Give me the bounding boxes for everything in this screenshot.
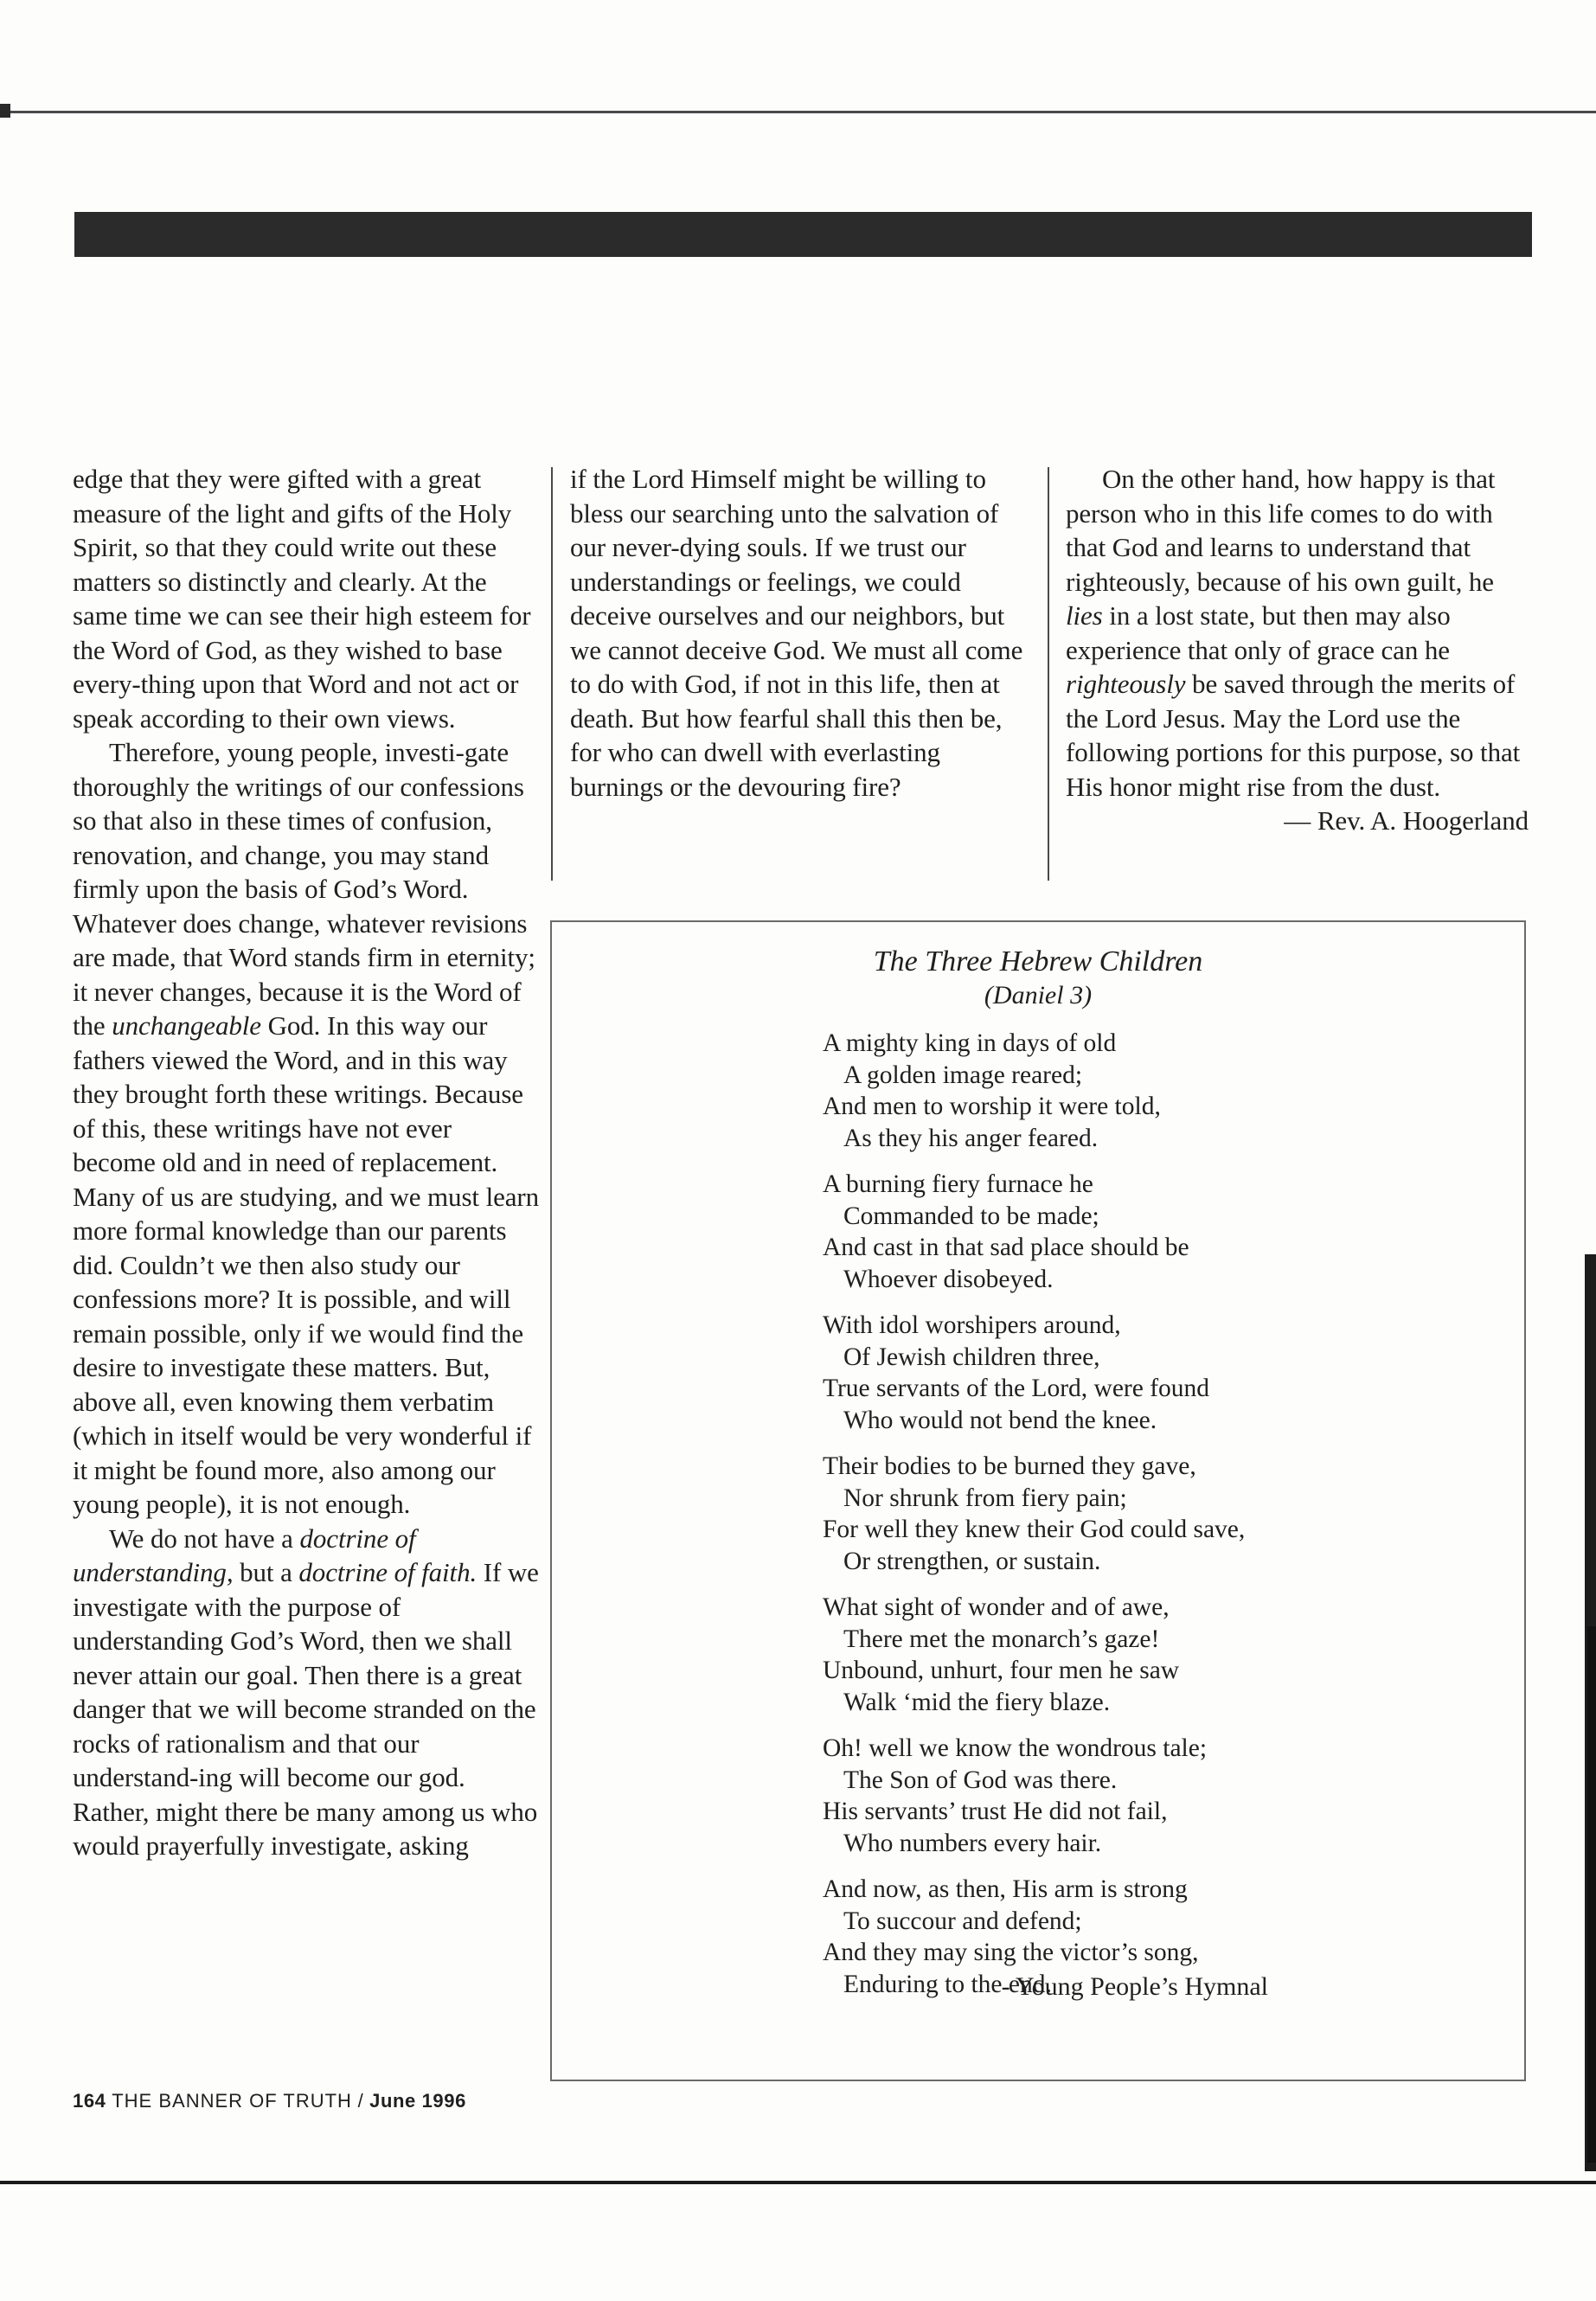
poem-stanza: [823, 1592, 1497, 1718]
column-1: [73, 462, 540, 1863]
text-run: in a lost state, but then may also experience that only of grace can he: [1066, 600, 1451, 665]
poem-line: A mighty king in days of old: [823, 1029, 1117, 1057]
poem-subtitle: (Daniel 3): [984, 981, 1093, 1009]
poem-line: Oh! well we know the wondrous tale;: [823, 1734, 1208, 1762]
emphasis: unchangeable: [112, 1010, 261, 1041]
poem-line: Unbound, unhurt, four men he saw: [823, 1657, 1180, 1684]
poem-stanza: [823, 1028, 1497, 1154]
poem-line: And they may sing the victor’s song,: [823, 1939, 1199, 1966]
text-run: On the other hand, how happy is that person who in this life comes to do with that God and learns to understand that righteously, because of his own guilt, he: [1066, 464, 1496, 597]
poem-line: Nor shrunk from fiery pain;: [843, 1484, 1127, 1512]
magazine-name: THE BANNER OF TRUTH: [112, 2090, 352, 2112]
poem-box: [550, 920, 1526, 2081]
poem-line: Commanded to be made;: [843, 1202, 1099, 1230]
poem-stanza: [823, 1733, 1497, 1859]
scan-top-edge: [0, 111, 1596, 113]
poem-line: Their bodies to be burned they gave,: [823, 1452, 1196, 1480]
col2-paragraph-1: if the Lord Himself might be willing to bless our searching unto the salvation of our never-dying souls. If we trust our understandings or feelings, we could deceive ourselves and our neighbors, but we cannot deceive God. We must all come to do with God, if not in this life, then at death. But how fearful shall this then be, for who can dwell with everlasting burnings or the devouring fire?: [570, 464, 1023, 802]
poem-stanzas: [823, 1028, 1497, 2015]
header-bar: [74, 212, 1532, 257]
poem-attribution: - Young People’s Hymnal: [1001, 1972, 1268, 2001]
poem-line: To succour and defend;: [843, 1907, 1082, 1935]
column-2: [570, 462, 1037, 804]
emphasis: doctrine of understanding,: [73, 1522, 416, 1587]
text-run: Therefore, young people, investi-gate thoroughly the writings of our confessions so that also in these times of confusion, renovation, and change, you may stand firmly upon the basis of God’s Word. Whatever does change, whatever revisions are made, that Word stands firm in eternity; it never changes, because it is the Word of the: [73, 737, 535, 1041]
poem-stanza: [823, 1310, 1497, 1436]
poem-title: The Three Hebrew Children: [873, 945, 1203, 977]
poem-line: What sight of wonder and of awe,: [823, 1593, 1170, 1621]
page-footer: [73, 2090, 466, 2112]
text-run: We do not have a: [109, 1522, 300, 1554]
poem-line: Who numbers every hair.: [843, 1829, 1102, 1857]
column-divider-1: [551, 467, 553, 881]
poem-line: With idol worshipers around,: [823, 1311, 1121, 1339]
poem-line: There met the monarch’s gaze!: [843, 1625, 1160, 1653]
poem-line: The Son of God was there.: [843, 1766, 1118, 1794]
emphasis: doctrine of faith.: [298, 1557, 478, 1587]
poem-line: True servants of the Lord, were found: [823, 1375, 1210, 1402]
poem-line: A golden image reared;: [843, 1061, 1083, 1089]
column-3: [1066, 462, 1537, 838]
scan-bottom-edge: [0, 2181, 1596, 2184]
poem-line: For well they knew their God could save,: [823, 1516, 1246, 1543]
poem-line: Enduring to the end.: [843, 1970, 1052, 1998]
col1-paragraph-2: [73, 735, 540, 1522]
poem-line: Who would not bend the knee.: [843, 1406, 1157, 1434]
page-number: 164: [73, 2090, 106, 2112]
emphasis: righteously: [1066, 669, 1186, 699]
text-run: If we investigate with the purpose of understanding God’s Word, then we shall never attain our goal. Then there is a great danger that we will become stranded on the rocks of rationalism and that our understand-ing will become our god. Rather, might there be many among us who would prayerfully investigate, asking: [73, 1557, 539, 1861]
poem-line: And now, as then, His arm is strong: [823, 1875, 1188, 1903]
issue-date: June 1996: [369, 2090, 466, 2112]
poem-line: And men to worship it were told,: [823, 1093, 1161, 1120]
footer-separator: /: [357, 2090, 364, 2112]
col1-paragraph-1: edge that they were gifted with a great measure of the light and gifts of the Holy Spirit, so that they could write out these matters so distinctly and clearly. At the same time we can see their high esteem for the Word of God, as they wished to base every-thing upon that Word and not act or speak according to their own views.: [73, 464, 531, 734]
col3-paragraph-1: [1066, 462, 1537, 804]
poem-line: Of Jewish children three,: [843, 1343, 1100, 1371]
poem-line: And cast in that sad place should be: [823, 1234, 1189, 1261]
text-run: be saved through the merits of the Lord Jesus. May the Lord use the following portions for this purpose, so that His honor might rise from the dust.: [1066, 669, 1521, 802]
poem-line: Walk ‘mid the fiery blaze.: [843, 1688, 1111, 1716]
col1-paragraph-3: [73, 1522, 540, 1863]
poem-stanza: [823, 1451, 1497, 1577]
poem-line: Whoever disobeyed.: [843, 1265, 1054, 1293]
poem-line: His servants’ trust He did not fail,: [823, 1798, 1168, 1825]
text-run: God. In this way our fathers viewed the Word, and in this way they brought forth these writings. Because of this, these writings have not ever become old and in need of replacement. Many of us are studying, and we must learn more formal knowledge than our parents did. Couldn’t we then also study our confessions more? It is possible, and will remain possible, only if we would find the desire to investigate these matters. But, above all, even knowing them verbatim (which in itself would be very wonderful if it might be found more, also among our young people), it is not enough.: [73, 1010, 540, 1519]
poem-stanza: [823, 1169, 1497, 1295]
poem-line: As they his anger feared.: [843, 1124, 1099, 1152]
text-run: but a: [233, 1557, 299, 1587]
poem-line: Or strengthen, or sustain.: [843, 1547, 1101, 1575]
poem-line: A burning fiery furnace he: [823, 1170, 1093, 1198]
scan-right-edge-shadow: [1587, 1626, 1596, 2163]
author-signature: — Rev. A. Hoogerland: [1284, 805, 1529, 836]
column-divider-2: [1048, 467, 1049, 881]
emphasis: lies: [1066, 600, 1103, 631]
